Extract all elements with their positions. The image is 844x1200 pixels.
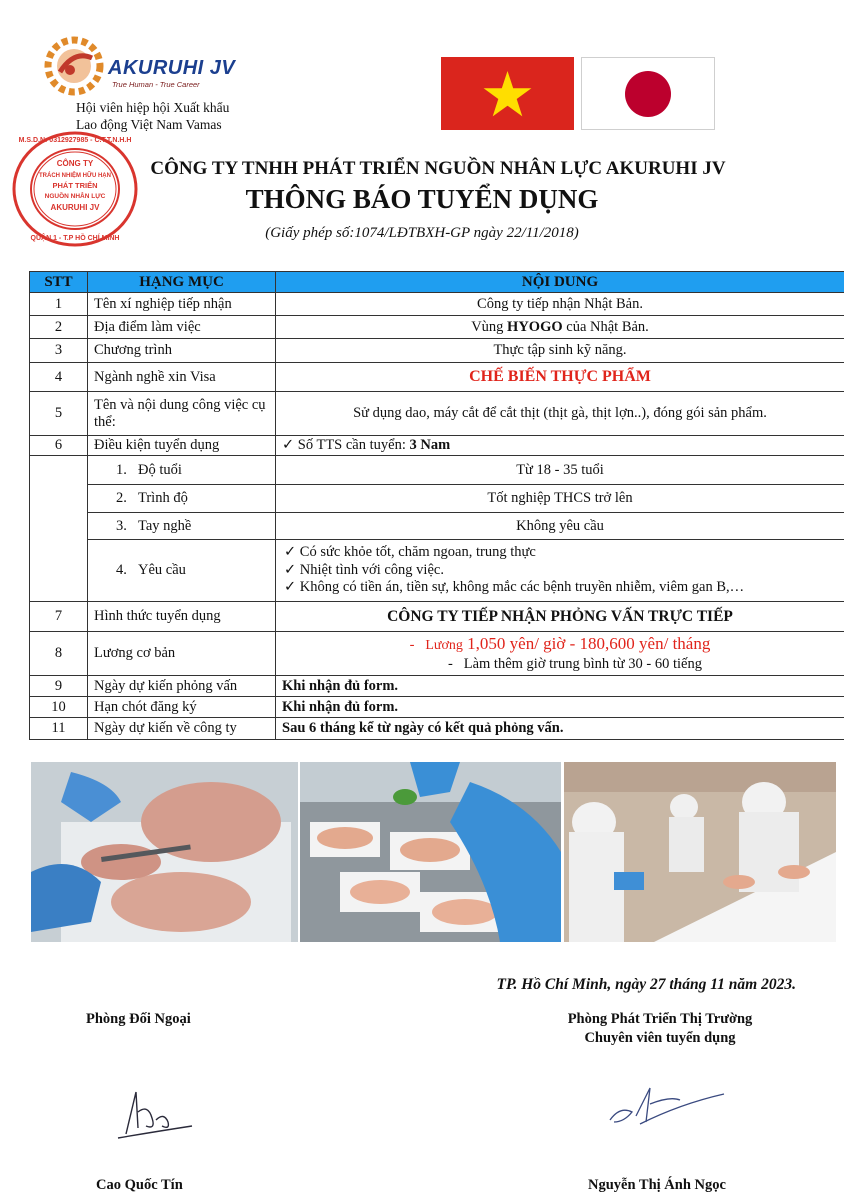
sub-label: Trình độ — [138, 490, 188, 506]
list-item — [282, 562, 838, 580]
table-row — [30, 632, 844, 676]
left-department: Phòng Đối Ngoại — [86, 1011, 191, 1027]
row-content: Sử dụng dao, máy cắt để cắt thịt (thịt gà, thịt lợn..), đóng gói sản phẩm. — [276, 392, 844, 436]
check-icon: ✓ — [284, 579, 300, 596]
table-row — [30, 363, 844, 392]
sub-number: 4. — [116, 562, 127, 578]
row-content: CÔNG TY TIẾP NHẬN PHỎNG VẤN TRỰC TIẾP — [276, 602, 844, 632]
location-post: của Nhật Bản. — [562, 318, 649, 335]
japan-flag — [581, 57, 715, 130]
right-signer-name: Nguyễn Thị Ánh Ngọc — [588, 1177, 726, 1193]
row-content — [276, 316, 844, 339]
logo-text: AKURUHI JV — [108, 57, 236, 79]
table-row — [30, 392, 844, 436]
right-department — [540, 1010, 780, 1048]
svg-text:TRÁCH NHIỆM HỮU HẠN: TRÁCH NHIỆM HỮU HẠN — [39, 173, 111, 179]
requirement-text: Có sức khỏe tốt, chăm ngoan, trung thực — [299, 544, 536, 561]
row-stt: 4 — [30, 363, 88, 392]
row-item: Ngành nghề xin Visa — [88, 363, 276, 392]
member-line-1: Hội viên hiệp hội Xuất khẩu — [76, 100, 230, 115]
row-stt: 1 — [30, 293, 88, 316]
sub-number: 1. — [116, 461, 127, 478]
row-item: Ngày dự kiến phỏng vấn — [88, 676, 276, 697]
salary-content — [276, 632, 844, 676]
table-row — [30, 293, 844, 316]
row-content: Sau 6 tháng kể từ ngày có kết quả phỏng vấn. — [276, 718, 844, 740]
row-content: Khi nhận đủ form. — [276, 676, 844, 697]
requirement-text: Nhiệt tình với công việc. — [299, 561, 444, 578]
table-row — [30, 697, 844, 718]
row-item: Địa điểm làm việc — [88, 316, 276, 339]
svg-text:PHÁT TRIỂN: PHÁT TRIỂN — [52, 181, 98, 190]
row-stt: 2 — [30, 316, 88, 339]
sun-disc-icon — [582, 58, 714, 129]
company-name: CÔNG TY TNHH PHÁT TRIỂN NGUỒN NHÂN LỰC AKURUHI JV — [150, 158, 726, 179]
table-row — [30, 513, 844, 540]
photo-factory-line — [564, 762, 836, 942]
table-row — [30, 316, 844, 339]
row-content: Không yêu cầu — [276, 513, 844, 540]
quota-label: Số TTS cần tuyển: — [297, 437, 410, 453]
member-note — [76, 99, 229, 133]
row-item: Lương cơ bản — [88, 632, 276, 676]
signature-icon — [600, 1082, 730, 1132]
row-stt: 11 — [30, 718, 88, 740]
requirement-text: Không có tiền án, tiền sự, không mắc các bệnh truyền nhiễm, viêm gan B,… — [299, 579, 745, 596]
logo-gear-icon — [40, 36, 110, 96]
sub-number: 2. — [116, 490, 127, 506]
sub-label: Yêu cầu — [138, 562, 186, 578]
row-stt: 3 — [30, 339, 88, 363]
left-signature — [108, 1082, 198, 1142]
packing-trays-image — [300, 762, 561, 942]
chicken-cutting-image — [31, 762, 298, 942]
row-content: Công ty tiếp nhận Nhật Bản. — [276, 293, 844, 316]
table-row — [30, 676, 844, 697]
right-dept-line-2: Chuyên viên tuyển dụng — [584, 1030, 736, 1046]
row-content: Thực tập sinh kỹ năng. — [276, 339, 844, 363]
member-line-2: Lao động Việt Nam Vamas — [76, 117, 222, 132]
row-item — [88, 513, 276, 540]
row-item — [88, 540, 276, 602]
header-content: NỘI DUNG — [276, 272, 844, 293]
row-item: Tên và nội dung công việc cụ thể: — [88, 392, 276, 436]
row-stt: 5 — [30, 392, 88, 436]
row-item: Hình thức tuyển dụng — [88, 602, 276, 632]
svg-text:NGUỒN NHÂN LỰC: NGUỒN NHÂN LỰC — [44, 193, 106, 200]
license-number: (Giấy phép số:1074/LĐTBXH-GP ngày 22/11/2018) — [265, 225, 579, 241]
document-title: THÔNG BÁO TUYỂN DỤNG — [245, 184, 599, 214]
svg-text:CÔNG TY: CÔNG TY — [56, 159, 94, 168]
right-dept-line-1: Phòng Phát Triển Thị Trường — [567, 1011, 753, 1027]
bullet-dash: - — [409, 636, 415, 653]
factory-line-image — [564, 762, 836, 942]
header-item: HẠNG MỤC — [88, 272, 276, 293]
row-content: Khi nhận đủ form. — [276, 697, 844, 718]
wage-label: Lương — [425, 637, 463, 653]
signature-icon — [108, 1082, 198, 1142]
requirements-list — [276, 540, 844, 602]
row-item: Tên xí nghiệp tiếp nhận — [88, 293, 276, 316]
svg-text:M.S.D.N: 0312927985 - C.T.T.N.: M.S.D.N: 0312927985 - C.T.T.N.H.H — [18, 137, 132, 144]
check-icon: ✓ — [284, 544, 300, 561]
star-icon — [441, 57, 574, 130]
logo-tagline: True Human - True Career — [112, 80, 200, 89]
table-row — [30, 339, 844, 363]
sub-label: Tay nghề — [138, 517, 192, 534]
photo-chicken-cutting — [31, 762, 298, 942]
row-item: Chương trình — [88, 339, 276, 363]
place-date: TP. Hồ Chí Minh, ngày 27 tháng 11 năm 2023. — [496, 976, 796, 993]
photo-packing — [300, 762, 561, 942]
row-item: Hạn chót đăng ký — [88, 697, 276, 718]
table-row — [30, 456, 844, 485]
svg-text:AKURUHI JV: AKURUHI JV — [50, 203, 100, 212]
location-pre: Vùng — [471, 318, 508, 335]
row-item — [88, 456, 276, 485]
wage-line — [282, 634, 838, 655]
table-row — [30, 540, 844, 602]
check-icon: ✓ — [284, 561, 300, 578]
table-header-row — [30, 272, 844, 293]
table-row — [30, 485, 844, 513]
recruitment-table — [29, 271, 844, 740]
quota-value: 3 Nam — [409, 437, 451, 453]
row-item — [88, 485, 276, 513]
left-signer-name: Cao Quốc Tín — [96, 1177, 183, 1193]
sub-label: Độ tuổi — [138, 461, 182, 478]
row-content — [276, 436, 844, 456]
row-item: Ngày dự kiến về công ty — [88, 718, 276, 740]
bullet-dash: - — [448, 655, 453, 672]
table-row — [30, 436, 844, 456]
row-stt: 10 — [30, 697, 88, 718]
row-stt: 9 — [30, 676, 88, 697]
row-stt-empty — [30, 456, 88, 602]
visa-field-value: CHẾ BIẾN THỰC PHẨM — [276, 363, 844, 392]
sub-number: 3. — [116, 517, 127, 534]
row-stt: 6 — [30, 436, 88, 456]
right-signature — [600, 1082, 730, 1132]
row-content: Tốt nghiệp THCS trở lên — [276, 485, 844, 513]
wage-value: 1,050 yên/ giờ - 180,600 yên/ tháng — [462, 633, 711, 653]
row-item: Điều kiện tuyển dụng — [88, 436, 276, 456]
svg-text:QUẬN 1 - T.P HỒ CHÍ MINH: QUẬN 1 - T.P HỒ CHÍ MINH — [30, 235, 120, 242]
row-content: Từ 18 - 35 tuổi — [276, 456, 844, 485]
table-row — [30, 718, 844, 740]
overtime-text: Làm thêm giờ trung bình từ 30 - 60 tiếng — [463, 655, 702, 672]
list-item — [282, 579, 838, 597]
row-stt: 7 — [30, 602, 88, 632]
location-region: HYOGO — [507, 318, 563, 335]
overtime-line — [282, 655, 838, 674]
header-stt: STT — [30, 272, 88, 293]
table-row — [30, 602, 844, 632]
row-stt: 8 — [30, 632, 88, 676]
list-item — [282, 544, 838, 562]
vietnam-flag — [441, 57, 574, 130]
check-icon: ✓ — [282, 437, 298, 453]
